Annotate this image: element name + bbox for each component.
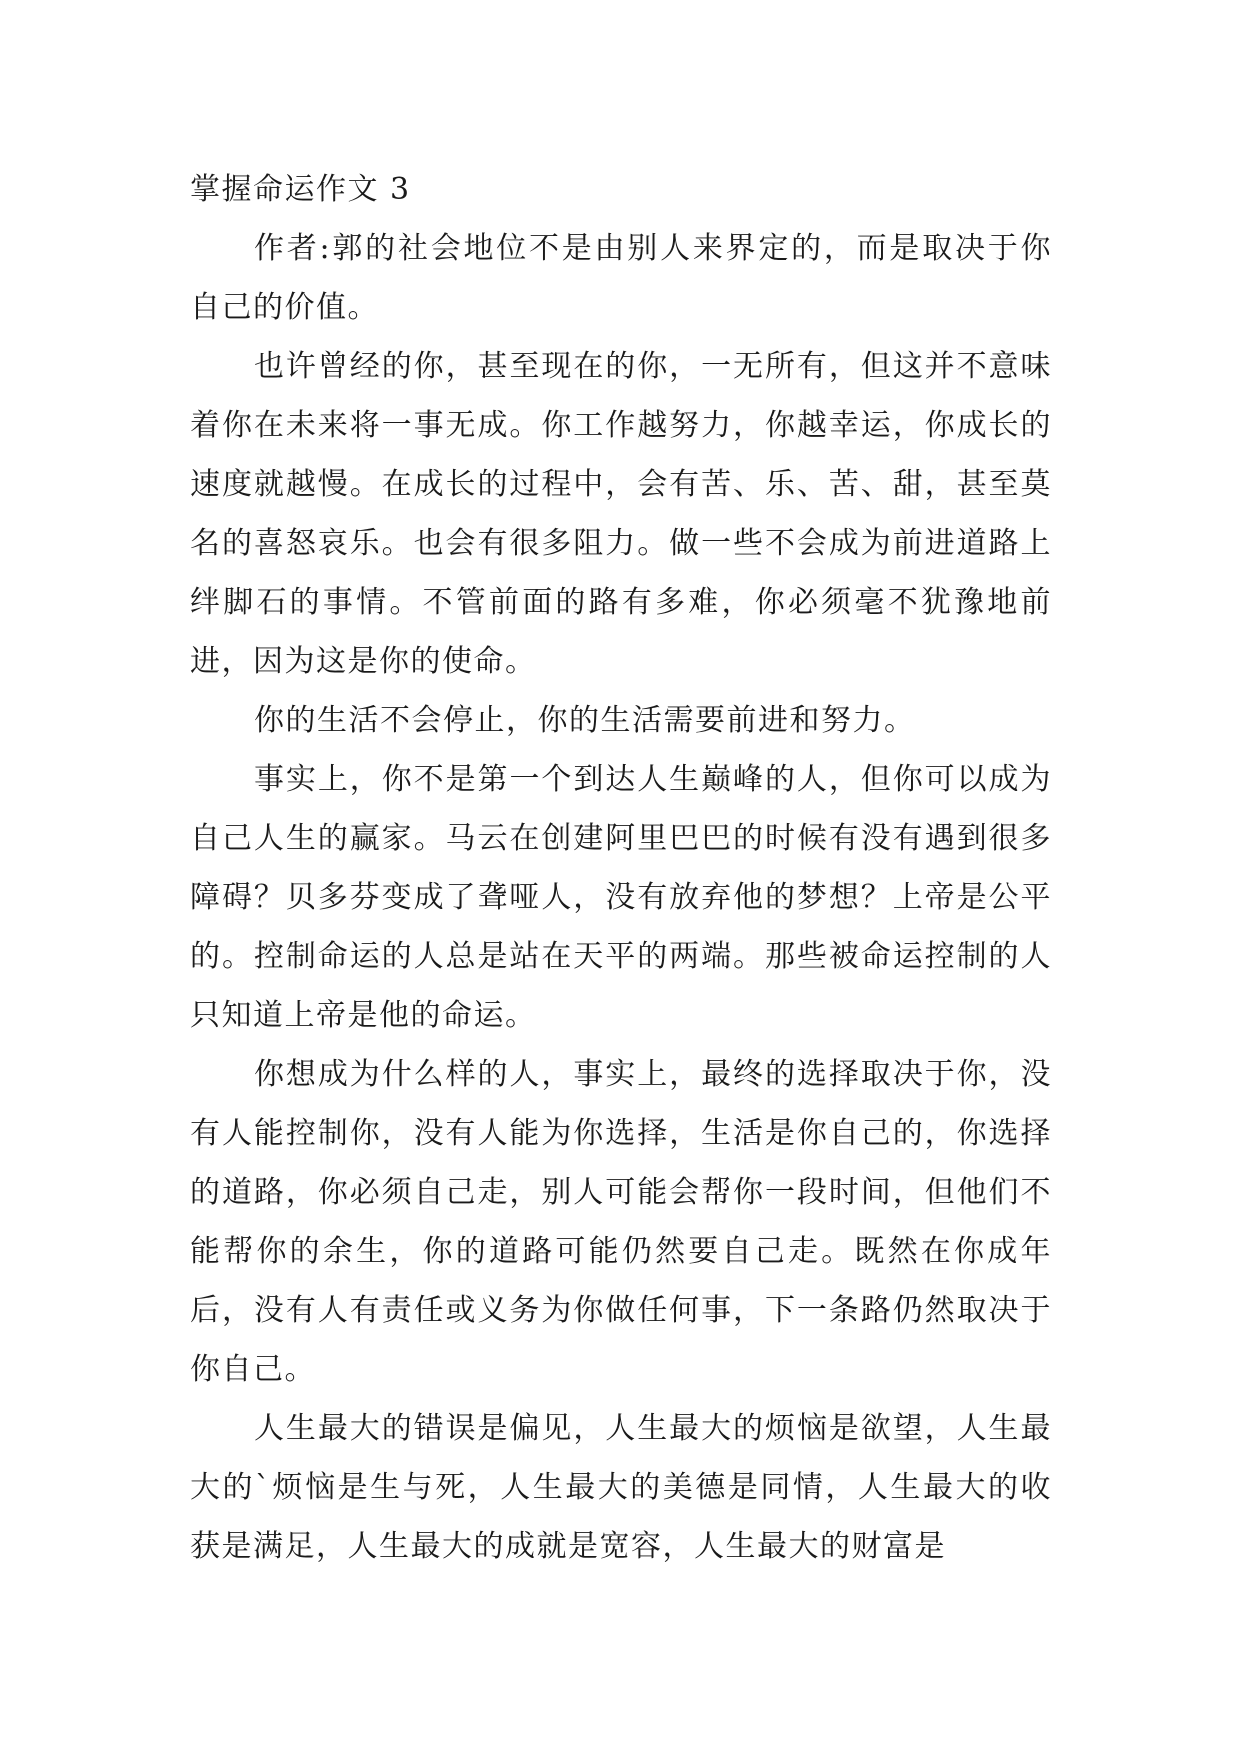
paragraph: 你想成为什么样的人，事实上，最终的选择取决于你，没有人能控制你，没有人能为你选择，生活是你自己的，你选择的道路，你必须自己走，别人可能会帮你一段时间，但他们不能帮你的余生，你的道路可能仍然要自己走。既然在你成年后，没有人有责任或义务为你做任何事，下一条路仍然取决于你自己。 — [190, 1057, 1052, 1387]
paragraph: 事实上，你不是第一个到达人生巅峰的人，但你可以成为自己人生的赢家。马云在创建阿里巴巴的时候有没有遇到很多障碍？贝多芬变成了聋哑人，没有放弃他的梦想？上帝是公平的。控制命运的人总是站在天平的两端。那些被命运控制的人只知道上帝是他的命运。 — [190, 762, 1052, 1033]
paragraph: 你的生活不会停止，你的生活需要前进和努力。 — [254, 703, 916, 738]
document-body — [190, 160, 1052, 1576]
document-title: 掌握命运作文 3 — [190, 172, 411, 207]
paragraph: 也许曾经的你，甚至现在的你，一无所有，但这并不意味着你在未来将一事无成。你工作越努力，你越幸运，你成长的速度就越慢。在成长的过程中，会有苦、乐、苦、甜，甚至莫名的喜怒哀乐。也会有很多阻力。做一些不会成为前进道路上绊脚石的事情。不管前面的路有多难，你必须毫不犹豫地前进，因为这是你的使命。 — [190, 349, 1052, 679]
paragraph: 人生最大的错误是偏见，人生最大的烦恼是欲望，人生最大的`烦恼是生与死，人生最大的美德是同情，人生最大的收获是满足，人生最大的成就是宽容，人生最大的财富是 — [190, 1411, 1052, 1564]
paragraph-author: 作者:郭的社会地位不是由别人来界定的，而是取决于你自己的价值。 — [190, 231, 1052, 325]
